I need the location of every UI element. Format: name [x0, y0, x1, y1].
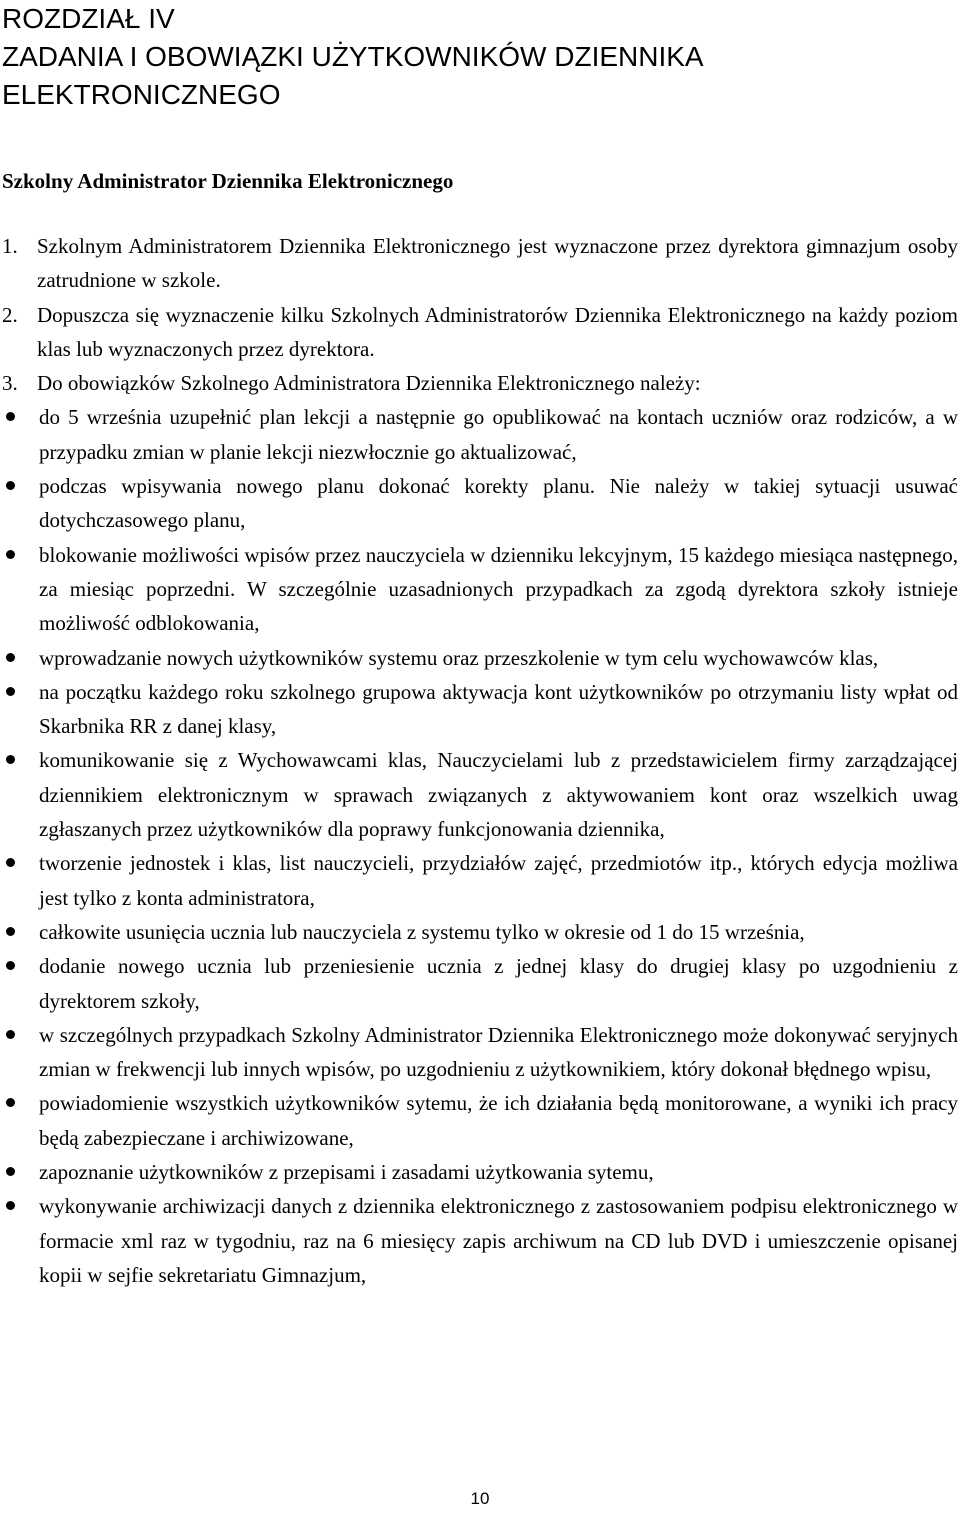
list-item	[0, 538, 958, 641]
item-text: Szkolnym Administratorem Dziennika Elektronicznego jest wyznaczone przez dyrektora gimnazjum osoby zatrudnione w szkole.	[37, 234, 958, 293]
list-item-text: do 5 września uzupełnić plan lekcji a następnie go opublikować na kontach uczniów oraz rodziców, a w przypadku zmian w planie lekcji niezwłocznie go aktualizować,	[39, 405, 958, 464]
list-item-text: komunikowanie się z Wychowawcami klas, Nauczycielami lub z przedstawicielem firmy zarządzającej dziennikiem elektronicznym w sprawach związanych z aktywowaniem kont oraz wszelkich uwag zgłaszanych przez użytkowników dla poprawy funkcjonowania dziennika,	[39, 748, 958, 842]
list-item	[0, 641, 958, 675]
list-item	[0, 469, 958, 538]
bullet-icon	[6, 961, 15, 970]
list-item-text: na początku każdego roku szkolnego grupowa aktywacja kont użytkowników po otrzymaniu listy wpłat od Skarbnika RR z danej klasy,	[39, 679, 958, 739]
item-number: 3.	[2, 371, 18, 396]
list-item	[0, 400, 958, 469]
bullet-icon	[6, 1167, 15, 1176]
list-item-text: powiadomienie wszystkich użytkowników sytemu, że ich działania będą monitorowane, a wyniki ich pracy będą zabezpieczane i archiwizowane,	[39, 1091, 958, 1150]
list-item	[0, 1155, 958, 1189]
numbered-item-1	[0, 229, 958, 298]
list-item-text: podczas wpisywania nowego planu dokonać korekty planu. Nie należy w takiej sytuacji usuwać dotychczasowego planu,	[39, 474, 958, 533]
duties-bullet-list	[0, 400, 958, 1292]
list-item-text: całkowite usunięcia ucznia lub nauczyciela z systemu tylko w okresie od 1 do 15 września,	[39, 919, 805, 944]
chapter-number: ROZDZIAŁ IV	[2, 3, 175, 34]
bullet-icon	[6, 412, 15, 421]
list-item-text: wykonywanie archiwizacji danych z dziennika elektronicznego z zastosowaniem podpisu elektronicznego w formacie xml raz w tygodniu, raz na 6 miesięcy zapis archiwum na CD lub DVD i umieszczenie opisanej kopii w sejfie sekretariatu Gimnazjum,	[39, 1194, 958, 1287]
bullet-icon	[6, 1030, 15, 1039]
bullet-icon	[6, 550, 15, 559]
bullet-icon	[6, 481, 15, 490]
bullet-icon	[6, 687, 15, 696]
bullet-icon	[6, 858, 15, 867]
list-item-text: zapoznanie użytkowników z przepisami i zasadami użytkowania sytemu,	[39, 1160, 654, 1185]
chapter-title	[2, 0, 942, 114]
chapter-title-line-2: ELEKTRONICZNEGO	[2, 79, 281, 110]
list-item	[0, 949, 958, 1018]
list-item-text: blokowanie możliwości wpisów przez nauczyciela w dzienniku lekcyjnym, 15 każdego miesiąca następnego, za miesiąc poprzedni. W szczególnie uzasadnionych przypadkach za zgodą dyrektora szkoły istnieje możliwość odblokowania,	[39, 542, 958, 636]
bullet-icon	[6, 927, 15, 936]
item-number: 2.	[2, 302, 18, 327]
numbered-item-2	[0, 298, 958, 367]
list-item	[0, 1018, 958, 1087]
numbered-list	[0, 229, 958, 1292]
list-item	[0, 743, 958, 846]
list-item	[0, 846, 958, 915]
bullet-icon	[6, 1201, 15, 1210]
section-heading: Szkolny Administrator Dziennika Elektronicznego	[2, 169, 454, 193]
bullet-icon	[6, 1098, 15, 1107]
page-number: 10	[470, 1489, 490, 1508]
list-item-text: tworzenie jednostek i klas, list nauczycieli, przydziałów zajęć, przedmiotów itp., których edycja możliwa jest tylko z konta administratora,	[39, 851, 958, 910]
list-item	[0, 1189, 958, 1292]
list-item	[0, 675, 958, 744]
list-item	[0, 1086, 958, 1155]
item-text: Do obowiązków Szkolnego Administratora Dziennika Elektronicznego należy:	[37, 371, 701, 396]
list-item-text: wprowadzanie nowych użytkowników systemu oraz przeszkolenie w tym celu wychowawców klas,	[39, 645, 879, 670]
bullet-icon	[6, 755, 15, 764]
item-number: 1.	[2, 234, 18, 258]
bullet-icon	[6, 653, 15, 662]
item-text: Dopuszcza się wyznaczenie kilku Szkolnych Administratorów Dziennika Elektronicznego na każdy poziom klas lub wyznaczonych przez dyrektora.	[37, 302, 958, 361]
list-item-text: dodanie nowego ucznia lub przeniesienie ucznia z jednej klasy do drugiej klasy po uzgodnieniu z dyrektorem szkoły,	[39, 954, 958, 1013]
list-item-text: w szczególnych przypadkach Szkolny Administrator Dziennika Elektronicznego może dokonywać seryjnych zmian w frekwencji lub innych wpisów, po uzgodnieniu z użytkownikiem, który dokonał błędnego wpisu,	[39, 1022, 958, 1082]
list-item	[0, 915, 958, 949]
numbered-item-3	[0, 366, 958, 400]
chapter-title-line-1: ZADANIA I OBOWIĄZKI UŻYTKOWNIKÓW DZIENNIKA	[2, 41, 704, 72]
